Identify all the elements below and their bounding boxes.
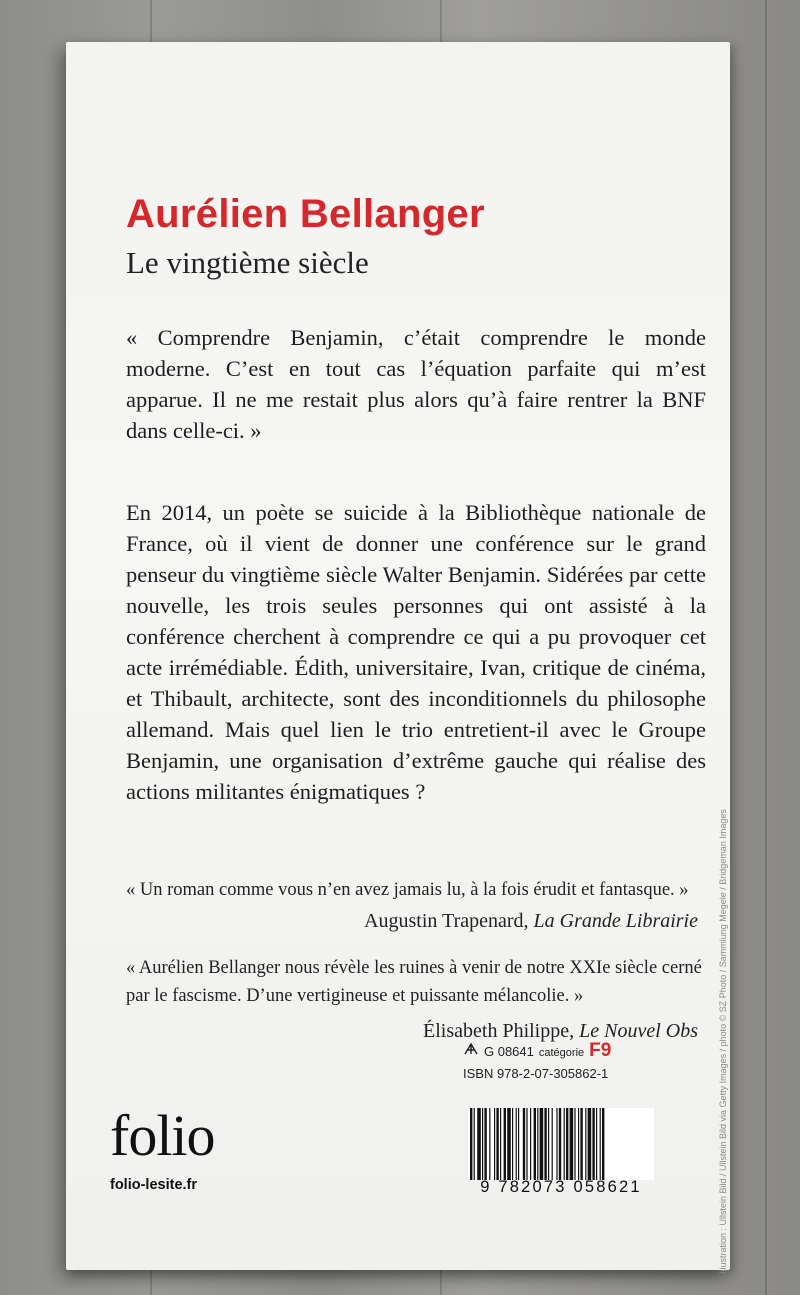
barcode-bar bbox=[574, 1108, 575, 1180]
barcode-bar bbox=[540, 1108, 544, 1180]
review-attribution-1 bbox=[364, 910, 698, 933]
barcode-bar bbox=[537, 1108, 538, 1180]
barcode-bar bbox=[523, 1108, 525, 1180]
barcode-bar bbox=[470, 1108, 472, 1180]
barcode-bar bbox=[548, 1108, 549, 1180]
review-author-2: Élisabeth Philippe, bbox=[423, 1020, 575, 1042]
folio-mark-icon bbox=[463, 1042, 479, 1056]
floor-seam bbox=[765, 0, 767, 1295]
book-title: Le vingtième siècle bbox=[126, 245, 369, 280]
review-source-1: La Grande Librairie bbox=[533, 910, 698, 932]
isbn: ISBN 978-2-07-305862-1 bbox=[463, 1066, 609, 1081]
barcode-bar bbox=[516, 1108, 517, 1180]
category-value: F9 bbox=[589, 1040, 612, 1061]
publisher-logo: folio bbox=[110, 1103, 215, 1168]
barcode-number: 9 782073 058621 bbox=[480, 1178, 642, 1196]
barcode-bar bbox=[512, 1108, 513, 1180]
review-quote-2: « Aurélien Bellanger nous révèle les ruines à venir de notre XXIe siècle cerné par le fascisme. D’une vertigineuse et puissante mélancolie. » bbox=[126, 958, 702, 1006]
book-back-cover bbox=[66, 42, 730, 1274]
barcode-bar bbox=[580, 1108, 582, 1180]
barcode-bar bbox=[518, 1108, 519, 1180]
barcode-bar bbox=[602, 1108, 604, 1180]
barcode-bar bbox=[500, 1108, 501, 1180]
image-credit: Illustration : Ullstein Bild / Ullstein Bild via Getty Images / photo © SZ Photo / Sammlung Megele / Bridgeman Images bbox=[718, 809, 728, 1274]
product-codes bbox=[463, 1040, 653, 1081]
review-source-2: Le Nouvel Obs bbox=[579, 1020, 698, 1042]
epigraph: « Comprendre Benjamin, c’était comprendre le monde moderne. C’est en tout cas l’équation parfaite qui m’est apparue. Il ne me restait plus alors qu’à faire rentrer la BNF dans celle-ci. » bbox=[126, 325, 706, 443]
barcode-bar bbox=[585, 1108, 586, 1180]
barcode-bar bbox=[566, 1108, 568, 1180]
barcode-bar bbox=[564, 1108, 565, 1180]
barcode-bar bbox=[494, 1108, 495, 1180]
barcode-bar bbox=[544, 1108, 546, 1180]
barcode-bar bbox=[570, 1108, 574, 1180]
category-label: catégorie bbox=[538, 1047, 585, 1059]
barcode-bar bbox=[484, 1108, 486, 1180]
barcode-bar bbox=[559, 1108, 561, 1180]
barcode-bar bbox=[578, 1108, 579, 1180]
barcode-bar bbox=[552, 1108, 553, 1180]
review-author-1: Augustin Trapenard, bbox=[364, 910, 529, 932]
barcode-bar bbox=[504, 1108, 506, 1180]
barcode-bar bbox=[482, 1108, 483, 1180]
barcode-bar bbox=[474, 1108, 475, 1180]
review-quote-1: « Un roman comme vous n’en avez jamais lu, à la fois érudit et fantasque. » bbox=[126, 880, 689, 900]
author-name: Aurélien Bellanger bbox=[126, 192, 485, 236]
publisher-website: folio-lesite.fr bbox=[110, 1177, 198, 1193]
barcode-bar bbox=[596, 1108, 597, 1180]
barcode bbox=[468, 1108, 654, 1180]
barcode-bar bbox=[507, 1108, 511, 1180]
barcode-bar bbox=[530, 1108, 531, 1180]
barcode-bar bbox=[600, 1108, 601, 1180]
barcode-bar bbox=[477, 1108, 481, 1180]
summary: En 2014, un poète se suicide à la Bibliothèque nationale de France, où il vient de donner une conférence sur le grand penseur du vingtième siècle Walter Benjamin. Sidérées par cette nouvelle, les trois seules personnes qui ont assisté à la conférence cherchent à comprendre ce qui a pu provoquer cet acte irrémédiable. Édith, universitaire, Ivan, critique de cinéma, et Thibault, architecte, sont des inconditionnels du philosophe allemand. Mais quel lien le trio entretient-il avec le Groupe Benjamin, une organisation d’extrême gauche qui réalise des actions militantes énigmatiques ? bbox=[126, 500, 706, 804]
barcode-bar bbox=[588, 1108, 592, 1180]
barcode-bar bbox=[534, 1108, 536, 1180]
barcode-bar bbox=[526, 1108, 527, 1180]
barcode-bar bbox=[556, 1108, 557, 1180]
product-code: G 08641 bbox=[484, 1044, 534, 1059]
barcode-bar bbox=[489, 1108, 490, 1180]
barcode-bar bbox=[592, 1108, 594, 1180]
barcode-bar bbox=[496, 1108, 498, 1180]
